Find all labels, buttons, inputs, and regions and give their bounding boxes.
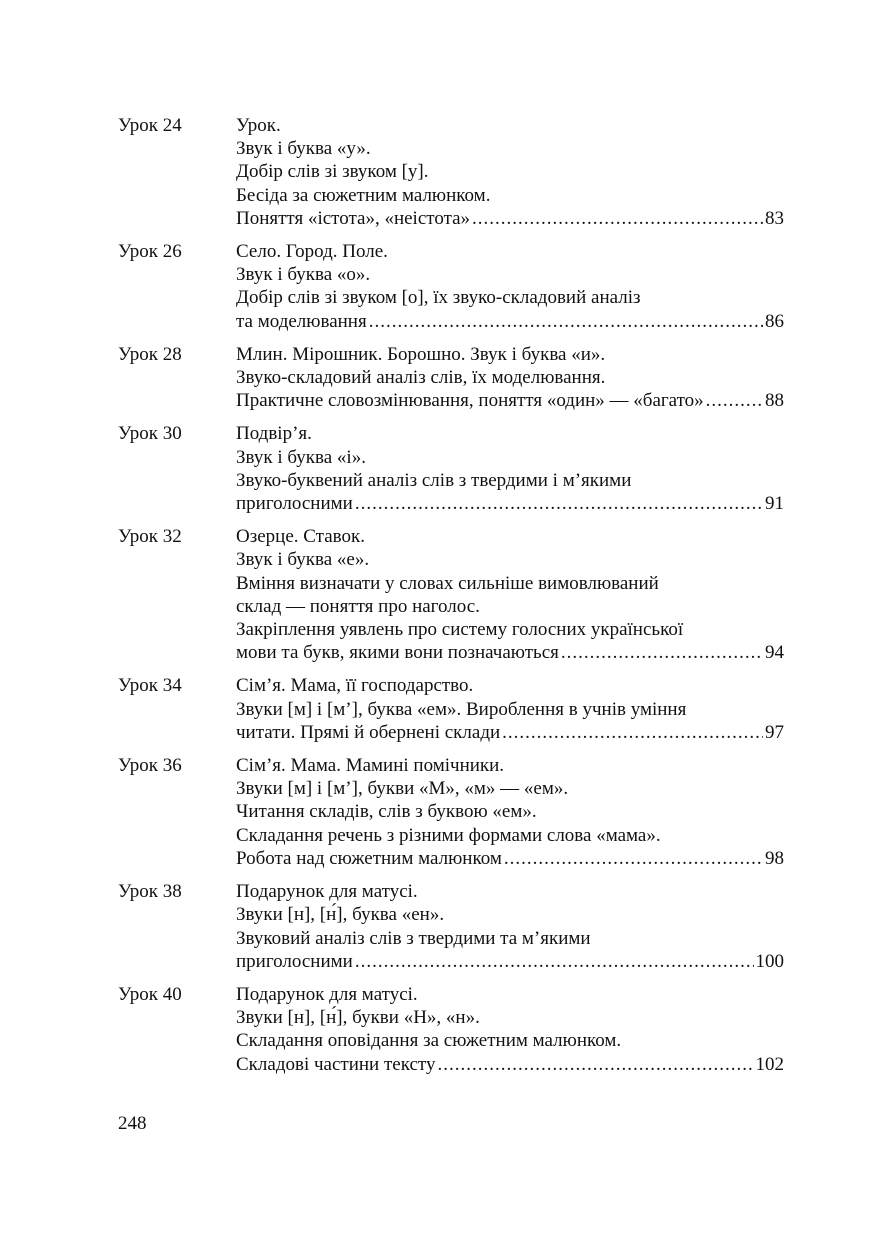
lesson-topics [236,983,784,1076]
topic-line: читати. Прямі й обернені склади [236,721,501,743]
topic-line-with-page [236,641,784,664]
dot-leader [355,950,754,973]
topic-line: мови та букв, якими вони позначаються [236,642,559,664]
topic-line-with-page [236,310,784,333]
dot-leader [355,492,763,515]
lesson-topics [236,880,784,973]
topic-line: Звуки [н], [н́], букви «Н», «н». [236,1007,480,1029]
dot-leader [706,389,763,412]
topic-line: Подарунок для матусі. [236,983,418,1005]
topic-line: Звуковий аналіз слів з твердими та м’якими [236,927,591,949]
lesson-topics [236,754,784,870]
topic-line: Складові частини тексту [236,1053,436,1075]
topic-line: Урок. [236,115,281,136]
dot-leader [502,721,763,744]
topic-line: Млин. Мірошник. Борошно. Звук і буква «и». [236,343,606,365]
topic-line: Бесіда за сюжетним малюнком. [236,184,491,206]
topic-line-with-page [236,1053,784,1076]
topic-line: Звуко-буквений аналіз слів з твердими і м’якими [236,469,632,491]
lesson-number: Урок 38 [118,881,182,903]
toc-entry [118,880,784,973]
toc-entry [118,114,784,230]
topic-line: Складання оповідання за сюжетним малюнком. [236,1030,622,1052]
page-reference: 97 [765,721,784,743]
lesson-topics [236,422,784,515]
dot-leader [561,641,763,664]
topic-line: приголосними [236,950,353,972]
lesson-number: Урок 32 [118,526,182,548]
dot-leader [472,207,763,230]
topic-line: Читання складів, слів з буквою «ем». [236,801,537,823]
topic-line: Звук і буква «е». [236,549,370,571]
dot-leader [369,310,763,333]
topic-line-with-page [236,389,784,412]
topic-line: Практичне словозмінювання, поняття «один» — «багато» [236,390,704,412]
toc-entry [118,674,784,744]
topic-line: Подвір’я. [236,423,312,445]
lesson-topics [236,114,784,230]
lesson-number: Урок 30 [118,423,182,445]
topic-line: Звуки [м] і [м’], буква «ем». Вироблення в учнів уміння [236,698,687,720]
page-reference: 100 [755,950,784,972]
toc-entry [118,343,784,413]
lesson-topics [236,525,784,664]
topic-line-with-page [236,721,784,744]
page-reference: 91 [765,493,784,515]
topic-line-with-page [236,492,784,515]
toc-entry [118,240,784,333]
page-reference: 88 [765,390,784,412]
page-reference: 102 [755,1053,784,1075]
lesson-number: Урок 28 [118,343,182,365]
lesson-topics [236,343,784,413]
topic-line: Подарунок для матусі. [236,881,418,903]
dot-leader [504,847,763,870]
topic-line: приголосними [236,493,353,515]
topic-line: Сім’я. Мама. Мамині помічники. [236,755,505,777]
topic-line: Звук і буква «і». [236,446,366,468]
topic-line: Озерце. Ставок. [236,526,365,548]
topic-line: Звук і буква «о». [236,264,371,286]
lesson-number: Урок 24 [118,115,182,136]
topic-line: Звук і буква «у». [236,138,371,160]
topic-line: Звуки [н], [н́], буква «ен». [236,904,445,926]
topic-line: Поняття «істота», «неістота» [236,207,471,229]
page-reference: 94 [765,642,784,664]
toc-entry [118,422,784,515]
topic-line: Закріплення уявлень про систему голосних української [236,619,684,641]
topic-line: Складання речень з різними формами слова «мама». [236,824,661,846]
topic-line-with-page [236,847,784,870]
page-reference: 98 [765,847,784,869]
lesson-number: Урок 40 [118,983,182,1005]
topic-line: та моделювання [236,310,367,332]
topic-line: Робота над сюжетним малюнком [236,847,502,869]
table-of-contents [118,114,784,1086]
topic-line: склад — поняття про наголос. [236,595,480,617]
lesson-topics [236,674,784,744]
lesson-topics [236,240,784,333]
lesson-number: Урок 34 [118,675,182,697]
page-number: 248 [118,1113,147,1134]
toc-entry [118,754,784,870]
topic-line: Добір слів зі звуком [у]. [236,161,429,183]
topic-line: Сім’я. Мама, її господарство. [236,675,474,697]
dot-leader [437,1053,753,1076]
topic-line: Звуки [м] і [м’], букви «М», «м» — «ем». [236,778,569,800]
page-reference: 86 [765,310,784,332]
toc-entry [118,525,784,664]
topic-line: Звуко-складовий аналіз слів, їх моделювання. [236,367,606,389]
topic-line: Добір слів зі звуком [о], їх звуко-складовий аналіз [236,287,641,309]
lesson-number: Урок 36 [118,755,182,777]
page-reference: 83 [765,207,784,229]
toc-entry [118,983,784,1076]
topic-line-with-page [236,207,784,230]
topic-line-with-page [236,950,784,973]
lesson-number: Урок 26 [118,241,182,263]
topic-line: Вміння визначати у словах сильніше вимовлюваний [236,572,659,594]
topic-line: Село. Город. Поле. [236,241,388,263]
